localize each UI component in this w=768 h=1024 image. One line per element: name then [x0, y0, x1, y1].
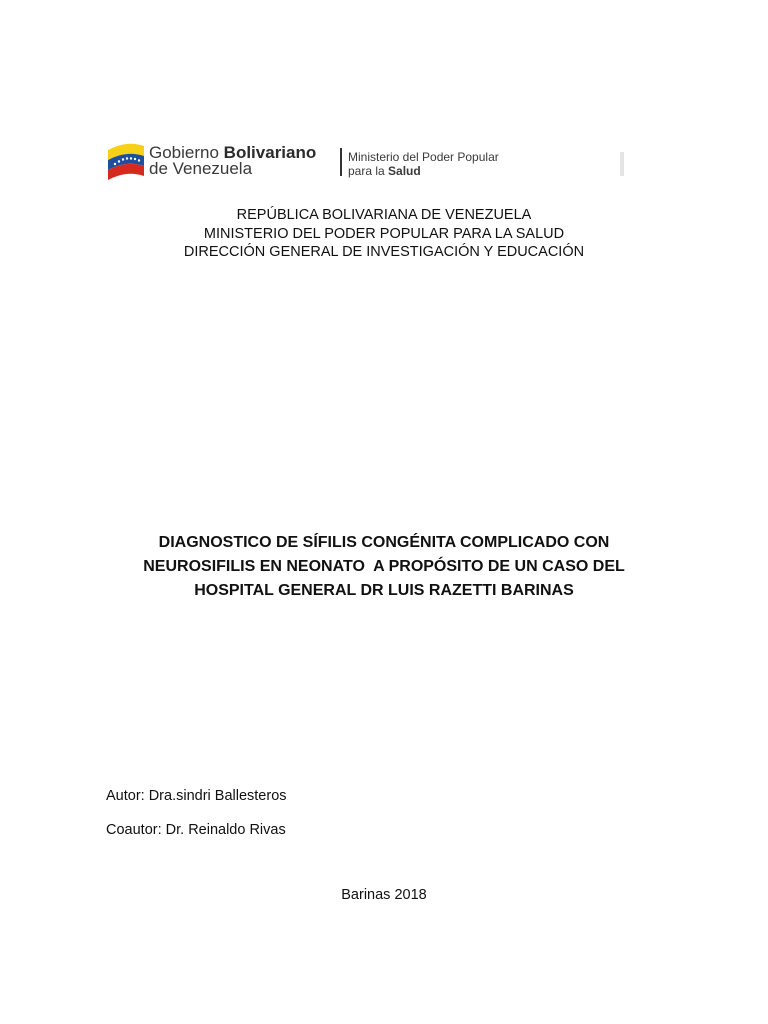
gobierno-bolivariano-wordmark: Gobierno Bolivariano de Venezuela [149, 143, 317, 178]
document-title [0, 531, 768, 603]
title-line-2: NEUROSIFILIS EN NEONATO A PROPÓSITO DE UN CASO DEL [143, 558, 625, 575]
institution-line-ministry: MINISTERIO DEL PODER POPULAR PARA LA SALUD [203, 225, 565, 242]
institution-line-direction: DIRECCIÓN GENERAL DE INVESTIGACIÓN Y EDUCACIÓN [183, 244, 585, 260]
scan-edge-mark [620, 152, 624, 176]
institution-header [0, 206, 768, 262]
venezuela-flag-icon [106, 136, 146, 182]
coauthor-line: Coautor: Dr. Reinaldo Rivas [106, 822, 286, 838]
title-line-1: DIAGNOSTICO DE SÍFILIS CONGÉNITA COMPLICADO CON [158, 534, 610, 551]
title-line-3: HOSPITAL GENERAL DR LUIS RAZETTI BARINAS [194, 582, 574, 599]
author-line: Autor: Dra.sindri Ballesteros [106, 788, 287, 804]
place-year: Barinas 2018 [341, 887, 427, 903]
government-logo-banner [106, 136, 536, 182]
logo-divider [340, 148, 342, 176]
ministry-wordmark: Ministerio del Poder Popular para la Salud [348, 150, 499, 178]
institution-line-republic: REPÚBLICA BOLIVARIANA DE VENEZUELA [236, 207, 532, 223]
